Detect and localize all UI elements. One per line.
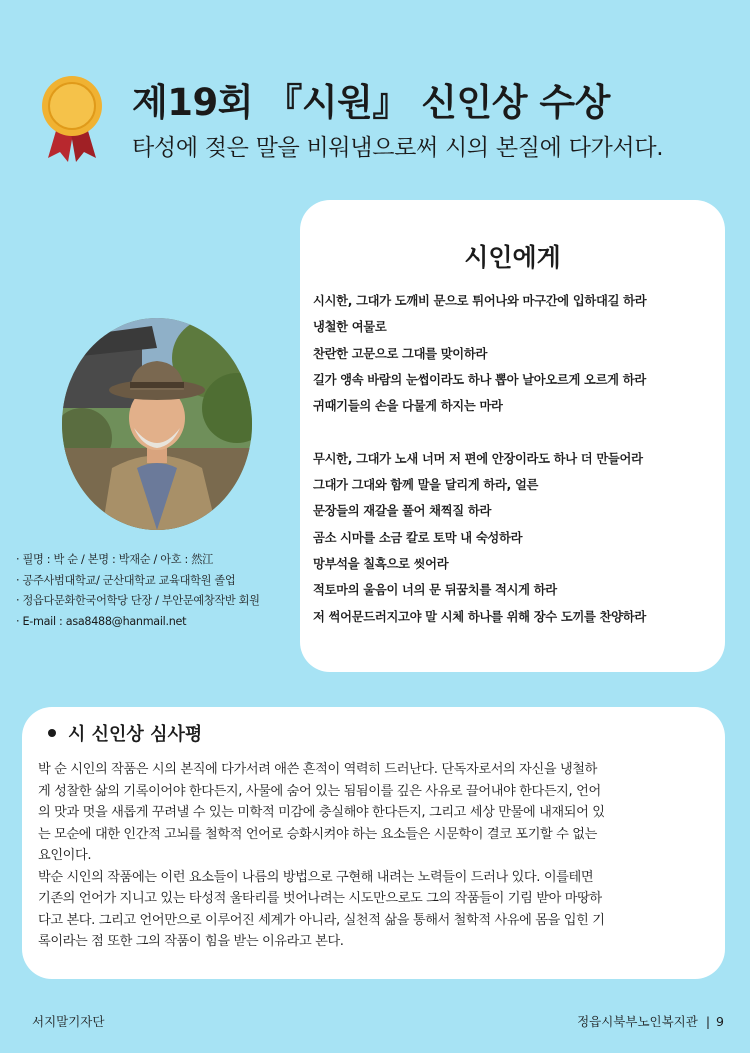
review-line: 박 순 시인의 작품은 시의 본직에 다가서려 애쓴 흔적이 역력히 드러난다. 단독자로서의 자신을 냉철하 bbox=[38, 762, 597, 777]
footer-separator: | bbox=[705, 1014, 711, 1029]
poem-title: 시인에게 bbox=[464, 243, 561, 272]
review-text bbox=[38, 760, 718, 954]
poem-line: 귀때기들의 손을 다물게 하지는 마라 bbox=[313, 399, 503, 414]
profile-pen-name: · 필명 : 박 순 / 본명 : 박재순 / 아호 : 然江 bbox=[16, 553, 214, 566]
footer-page-info bbox=[577, 1012, 724, 1030]
review-line: 록이라는 점 또한 그의 작품이 힘을 받는 이유라고 본다. bbox=[38, 934, 344, 949]
award-medal-icon bbox=[40, 72, 104, 164]
review-line: 게 성찰한 삶의 기록이어야 한다든지, 사물에 숨어 있는 됨됨이를 깊은 사유로 끌어내야 한다든지, 언어 bbox=[38, 783, 601, 799]
poem-line: 문장들의 재갈을 풀어 채찍질 하라 bbox=[313, 504, 492, 519]
profile-education: · 공주사범대학교/ 군산대학교 교육대학원 졸업 bbox=[16, 573, 236, 587]
poem-line: 그대가 그대와 함께 말을 달리게 하라, 얼른 bbox=[313, 478, 539, 493]
poem-line: 망부석을 칠흑으로 씻어라 bbox=[313, 556, 449, 571]
poem-line: 냉철한 여물로 bbox=[313, 320, 387, 335]
page-number: 9 bbox=[716, 1014, 724, 1029]
poet-profile bbox=[16, 552, 296, 634]
review-heading-text: 시 신인상 심사평 bbox=[68, 724, 203, 745]
page-title: 제19회 『시원』 신인상 수상 bbox=[132, 81, 610, 124]
review-heading bbox=[48, 720, 202, 746]
review-line: 다고 본다. 그리고 언어만으로 이루어진 세계가 아니라, 실천적 삶을 통해서 철학적 사유에 몸을 입힌 기 bbox=[38, 912, 605, 928]
review-line: 기존의 언어가 지니고 있는 타성적 울타리를 벗어나려는 시도만으로도 그의 작품들이 기림 받아 마땅하 bbox=[38, 891, 602, 906]
poem-line: 무시한, 그대가 노새 너머 저 편에 안장이라도 하나 더 만들어라 bbox=[313, 451, 643, 466]
page-subtitle: 타성에 젖은 말을 비워냄으로써 시의 본질에 다가서다. bbox=[132, 135, 664, 161]
poem-line: 저 썩어문드러지고야 말 시체 하나를 위해 장수 도끼를 찬양하라 bbox=[313, 609, 646, 624]
poem-stanza-break bbox=[313, 422, 718, 448]
footer-publisher: 서지말기자단 bbox=[32, 1014, 105, 1029]
review-line: 박순 시인의 작품에는 이런 요소들이 나름의 방법으로 구현해 내려는 노력들이 드러나 있다. 이를테면 bbox=[38, 869, 594, 885]
poem-line: 시시한, 그대가 도깨비 문으로 튀어나와 마구간에 입하대길 하라 bbox=[313, 294, 647, 308]
review-line: 는 모순에 대한 인간적 고뇌를 철학적 언어로 승화시켜야 하는 요소들은 시문학이 결코 포기할 수 없는 bbox=[38, 826, 597, 842]
poem-text bbox=[313, 291, 718, 633]
poem-line: 길가 앵속 바람의 눈썹이라도 하나 뽑아 날아오르게 오르게 하라 bbox=[313, 372, 646, 387]
poem-line: 찬란한 고문으로 그대를 맞이하라 bbox=[313, 346, 488, 361]
review-line: 의 맛과 멋을 새롭게 꾸려낼 수 있는 미학적 미감에 충실해야 한다든지, 그리고 세상 만물에 내재되어 있 bbox=[38, 805, 605, 820]
bullet-icon bbox=[48, 729, 56, 737]
footer-organization: 정읍시북부노인복지관 bbox=[577, 1014, 698, 1029]
poem-line: 적토마의 울음이 너의 문 뒤꿈치를 적시게 하라 bbox=[313, 583, 557, 598]
poem-line: 곰소 시마를 소금 칼로 토막 내 숙성하라 bbox=[313, 530, 523, 545]
profile-affiliation: · 정읍다문화한국어학당 단장 / 부안문예창작반 회원 bbox=[16, 594, 260, 607]
profile-email: · E-mail : asa8488@hanmail.net bbox=[16, 614, 187, 628]
poet-portrait-photo bbox=[62, 318, 252, 530]
review-line: 요인이다. bbox=[38, 848, 92, 863]
